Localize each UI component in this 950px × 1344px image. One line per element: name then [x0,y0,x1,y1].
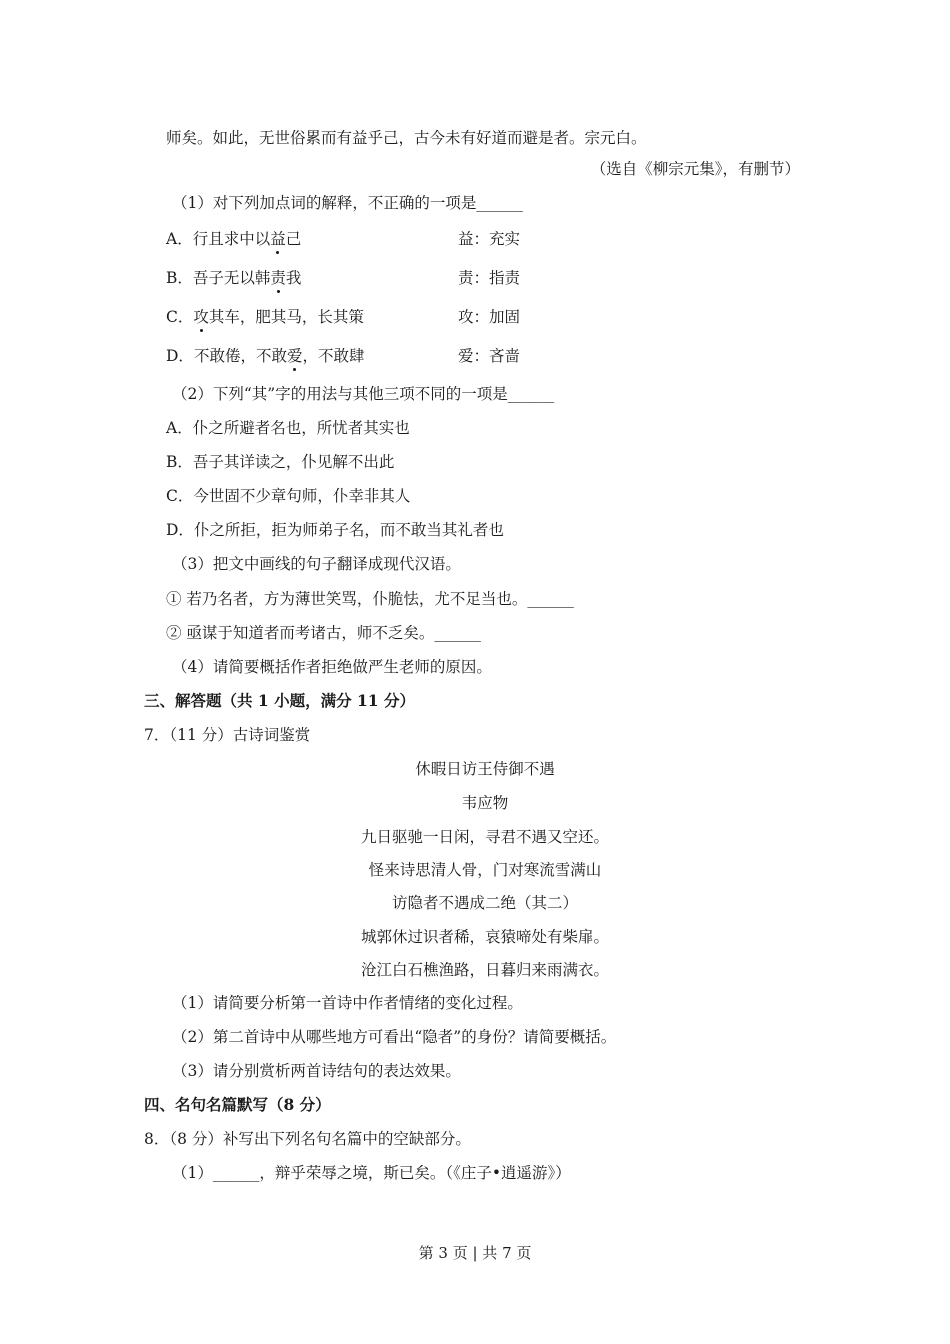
dotted-word: 攻 [193,308,209,326]
q1-stem: （1）对下列加点词的解释，不正确的一项是______ [172,194,523,212]
q1-gloss-b: 责：指责 [458,269,521,287]
q4-stem: （4）请简要概括作者拒绝做严生老师的原因。 [172,658,492,676]
q7-sub-2: （2）第二首诗中从哪些地方可看出“隐者”的身份？请简要概括。 [172,1028,617,1046]
option-letter: C． [166,308,194,326]
q7-sub-1: （1）请简要分析第一首诗中作者情绪的变化过程。 [172,994,523,1012]
poem-line: 九日驱驰一日闲，寻君不遇又空还。 [360,828,609,846]
passage-end: 师矣。如此，无世俗累而有益乎己，古今未有好道而避是者。宗元白。 [166,129,647,147]
q7-sub-3: （3）请分别赏析两首诗结句的表达效果。 [172,1062,461,1080]
q2-option-a: A．仆之所避者名也，所忧者其实也 [166,419,410,437]
page-footer: 第 3 页 | 共 7 页 [418,1244,532,1262]
option-text-post: 己 [285,230,302,248]
q8-sub-1: （1）______，辩乎荣辱之境，斯已矣。（《庄子•逍遥游》） [172,1164,571,1182]
option-text-pre: 吾子无以韩 [192,269,271,287]
q1-gloss-d: 爱：吝啬 [458,347,521,365]
q7-stem: 7．（11 分）古诗词鉴赏 [144,726,311,744]
poem-title-2: 访隐者不遇成二绝（其二） [391,894,578,912]
dotted-word: 益 [270,230,286,248]
option-text-post: 其车，肥其马，长其策 [208,308,364,326]
q2-stem: （2）下列“其”字的用法与其他三项不同的一项是______ [172,385,555,403]
poem-line: 沧江白石樵渔路，日暮归来雨满衣。 [360,961,609,979]
option-text-pre: 行且求中以 [192,230,271,248]
q3-item-2: ② 亟谋于知道者而考诸古，师不乏矣。______ [166,624,481,642]
option-text-post: ，不敢肆 [302,347,365,365]
section-4-heading: 四、名句名篇默写（8 分） [144,1095,331,1114]
q3-stem: （3）把文中画线的句子翻译成现代汉语。 [172,555,461,573]
q8-stem: 8．（8 分）补写出下列名句名篇中的空缺部分。 [144,1130,471,1148]
poem-line: 城郭休过识者稀，哀猿啼处有柴扉。 [360,928,609,946]
section-3-heading: 三、解答题（共 1 小题，满分 11 分） [144,691,415,710]
q1-option-a [166,228,301,250]
q2-option-c: C．今世固不少章句师，仆幸非其人 [166,487,411,505]
poem-title-1: 休暇日访王侍御不遇 [415,760,555,778]
option-text-post: 我 [285,269,302,287]
q1-option-b [166,267,301,289]
option-letter: A． [166,230,193,248]
option-letter: D． [166,347,194,365]
option-text-pre: 不敢倦，不敢 [193,347,287,365]
q1-gloss-a: 益：充实 [458,230,521,248]
poem-author: 韦应物 [461,794,509,812]
q3-item-1: ① 若乃名者，方为薄世笑骂，仆脆怯，尤不足当也。______ [166,590,574,608]
poem-line: 怪来诗思清人骨，门对寒流雪满山 [368,861,602,879]
q1-option-d [166,345,364,367]
source-citation: （选自《柳宗元集》，有删节） [590,160,800,178]
q2-option-d: D．仆之所拒，拒为师弟子名，而不敢当其礼者也 [166,521,504,539]
dotted-word: 责 [270,269,286,287]
q2-option-b: B．吾子其详读之，仆见解不出此 [166,453,395,471]
option-letter: B． [166,269,193,287]
dotted-word: 爱 [286,347,303,365]
q1-gloss-c: 攻：加固 [458,308,521,326]
q1-option-c [166,306,364,328]
